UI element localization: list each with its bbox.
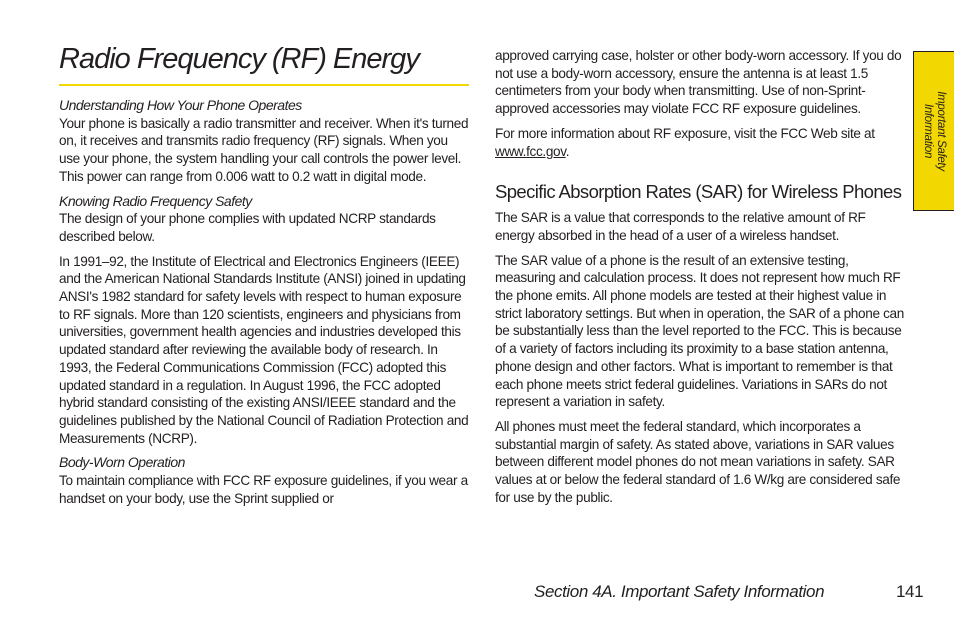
fcc-website-link[interactable]: www.fcc.gov <box>495 143 566 159</box>
subheading-understanding-phone: Understanding How Your Phone Operates <box>59 97 302 113</box>
paragraph-phone-operation: Your phone is basically a radio transmitter and receiver. When it's turned on, it receives and transmits radio frequency (RF) signals. When you use your phone, the system handling your call controls the power level. This power can range from 0.006 watt to 0.2 watt in digital mode. <box>59 115 469 184</box>
left-column <box>59 96 471 514</box>
paragraph-sar-testing: The SAR value of a phone is the result of an extensive testing, measuring and calculation process. It does not represent how much RF the phone emits. All phone models are tested at their highest value in strict laboratory settings. But when in operation, the SAR of a phone can be substantially less than the level reported to the FCC. This is because of a variety of factors including its proximity to a base station antenna, phone design and other factors. What is important to remember is that each phone meets strict federal guidelines. Variations in SARs do not represent a variation in safety. <box>495 252 904 410</box>
paragraph-body-worn: To maintain compliance with FCC RF exposure guidelines, if you wear a handset on your body, use the Sprint supplied or <box>59 473 468 506</box>
section-heading-sar: Specific Absorption Rates (SAR) for Wireless Phones <box>495 181 902 203</box>
fcc-info-period: . <box>565 143 570 159</box>
section-tab[interactable] <box>913 51 954 211</box>
subheading-rf-safety: Knowing Radio Frequency Safety <box>59 192 252 209</box>
section-tab-label <box>921 56 947 206</box>
footer-section-title: Section 4A. Important Safety Information <box>534 582 825 601</box>
paragraph-federal-standard: All phones must meet the federal standard, which incorporates a substantial margin of safety. As stated above, variations in SAR values between different model phones do not mean variations in safety. SAR values at or below the federal standard of 1.6 W/kg are considered safe for use by the public. <box>495 418 901 505</box>
page-number: 141 <box>896 582 924 601</box>
paragraph-body-worn-continued: approved carrying case, holster or other body-worn accessory. If you do not use a body-worn accessory, ensure the antenna is at least 1.5 centimeters from your body when transmitting. Use of non-Sprint-approved accessories may violate FCC RF exposure guidelines. <box>495 48 902 117</box>
right-column <box>495 47 907 513</box>
section-tab-line1: Important Safety <box>935 91 947 171</box>
page-title: Radio Frequency (RF) Energy <box>59 40 469 86</box>
paragraph-sar-definition: The SAR is a value that corresponds to the relative amount of RF energy absorbed in the head of a user of a wireless handset. <box>495 210 866 243</box>
paragraph-standards-history: In 1991–92, the Institute of Electrical and Electronics Engineers (IEEE) and the American National Standards Institute (ANSI) joined in updating ANSI's 1982 standard for safety levels with respect to human exposure to RF signals. More than 120 scientists, engineers and physicians from universities, government health agencies and industries developed this updated standard after reviewing the available body of research. In 1993, the Federal Communications Commission (FCC) adopted this updated standard in a regulation. In August 1996, the FCC adopted hybrid standard consisting of the existing ANSI/IEEE standard and the guidelines published by the National Council of Radiation Protection and Measurements (NCRP). <box>59 253 469 446</box>
paragraph-ncrp-standards: The design of your phone complies with updated NCRP standards described below. <box>59 211 436 244</box>
section-tab-line2: Information <box>922 103 934 159</box>
subheading-body-worn: Body-Worn Operation <box>59 454 185 471</box>
paragraph-fcc-info <box>495 125 907 160</box>
fcc-info-text: For more information about RF exposure, visit the FCC Web site at <box>495 125 875 141</box>
